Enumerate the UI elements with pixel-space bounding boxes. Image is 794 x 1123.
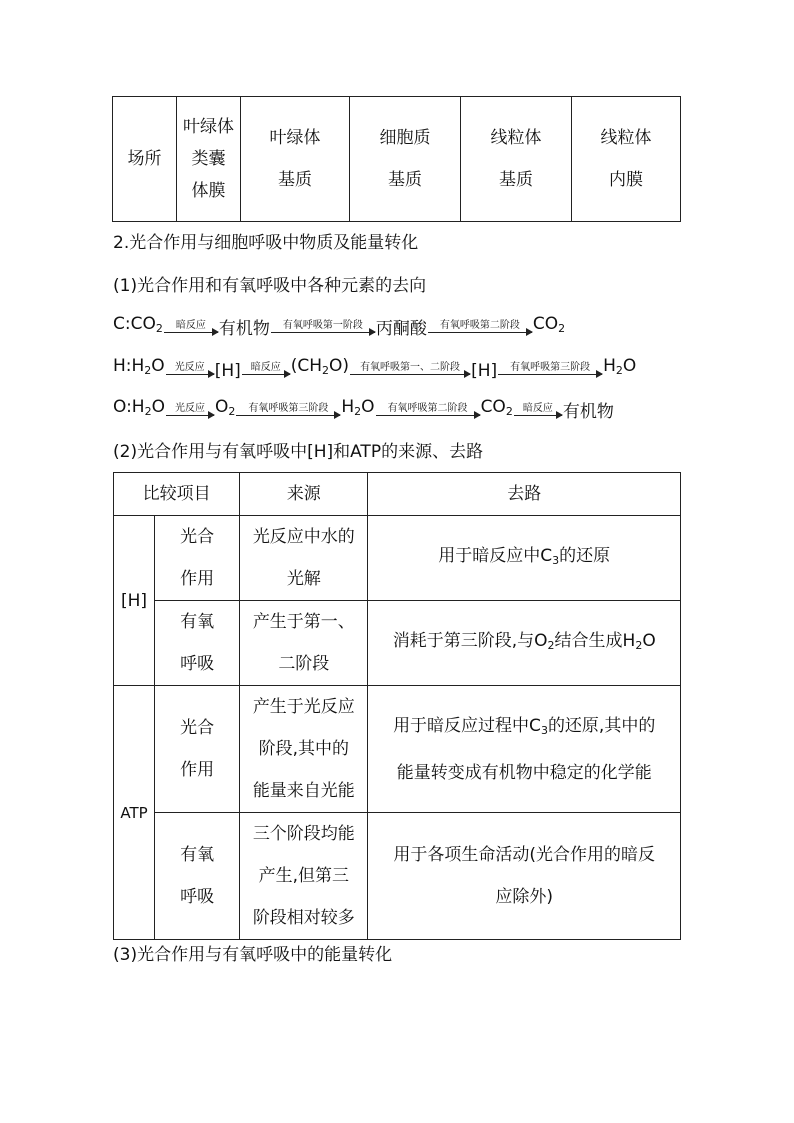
arrow-light-reaction: 光反应 [166,362,214,382]
h-respiration-type: 有氧 呼吸 [155,601,240,686]
carbon-flow-start: $C:CO_2$ [113,314,163,335]
oxygen-flow-start: $O:H_2O$ [113,397,165,418]
hydrogen-flow [113,352,636,382]
arrow-resp-stage-2: 有氧呼吸第二阶段 [428,320,532,340]
arrow-resp-stage-1: 有氧呼吸第一阶段 [271,320,375,340]
h-respiration-source: 产生于第一、 二阶段 [240,601,368,686]
header-source: 来源 [240,473,368,516]
row-label-atp: ATP [114,686,155,940]
atp-respiration-source: 三个阶段均能 产生,但第三 阶段相对较多 [240,813,368,940]
header-destination: 去路 [368,473,681,516]
product-o2: $O_2$ [214,397,236,418]
location-cell-mito-inner-membrane: 线粒体 内膜 [572,97,681,222]
h-photosynthesis-destination: 用于暗反应中$C_3$的还原 [368,516,681,601]
carbon-flow [113,310,565,340]
header-comparison-item: 比较项目 [114,473,240,516]
arrow-resp-stage-2: 有氧呼吸第二阶段 [376,403,480,423]
atp-respiration-type: 有氧 呼吸 [155,813,240,940]
h-photosynthesis-type: 光合 作用 [155,516,240,601]
atp-photosynthesis-type: 光合 作用 [155,686,240,813]
row-label-h: [H] [114,516,155,686]
arrow-resp-stage-3: 有氧呼吸第三阶段 [236,403,340,423]
subsection-2-title: (2)光合作用与有氧呼吸中[H]和ATP的来源、去路 [113,442,484,462]
section-2-title: 2.光合作用与细胞呼吸中物质及能量转化 [113,233,419,253]
location-cell-cytoplasm: 细胞质 基质 [350,97,461,222]
product-co2: $CO_2$ [480,397,513,418]
product-h-2: [H] [471,361,498,381]
atp-photosynthesis-destination: 用于暗反应过程中$C_3$的还原,其中的 能量转变成有机物中稳定的化学能 [368,686,681,813]
product-ch2o: $(CH_2O)$ [290,356,350,377]
arrow-light-reaction: 光反应 [166,403,214,423]
arrow-dark-reaction: 暗反应 [514,403,562,423]
product-co2: $CO_2$ [532,314,566,335]
h-atp-table [113,472,681,940]
location-cell-thylakoid: 叶绿体 类囊 体膜 [177,97,241,222]
location-cell-chloroplast-stroma: 叶绿体 基质 [241,97,350,222]
location-table [112,96,681,222]
product-h2o: $H_2O$ [341,397,375,418]
atp-photosynthesis-source: 产生于光反应 阶段,其中的 能量来自光能 [240,686,368,813]
product-h2o: $H_2O$ [603,356,637,377]
h-photosynthesis-source: 光反应中水的 光解 [240,516,368,601]
arrow-resp-stage-1-2: 有氧呼吸第一、二阶段 [350,362,470,382]
atp-respiration-destination: 用于各项生命活动(光合作用的暗反 应除外) [368,813,681,940]
subsection-3-title: (3)光合作用与有氧呼吸中的能量转化 [113,945,393,965]
h-respiration-destination: 消耗于第三阶段,与$O_2$结合生成$H_2O$ [368,601,681,686]
product-pyruvate: 丙酮酸 [375,319,427,339]
product-organic-matter: 有机物 [218,319,270,339]
arrow-dark-reaction: 暗反应 [164,320,218,340]
subsection-1-title: (1)光合作用和有氧呼吸中各种元素的去向 [113,276,427,296]
hydrogen-flow-start: $H:H_2O$ [113,356,165,377]
arrow-resp-stage-3: 有氧呼吸第三阶段 [498,362,602,382]
oxygen-flow [113,393,614,423]
product-organic-matter: 有机物 [562,402,614,422]
arrow-dark-reaction: 暗反应 [242,362,290,382]
location-row-header: 场所 [113,97,177,222]
location-cell-mito-matrix: 线粒体 基质 [461,97,572,222]
product-h: [H] [214,361,241,381]
